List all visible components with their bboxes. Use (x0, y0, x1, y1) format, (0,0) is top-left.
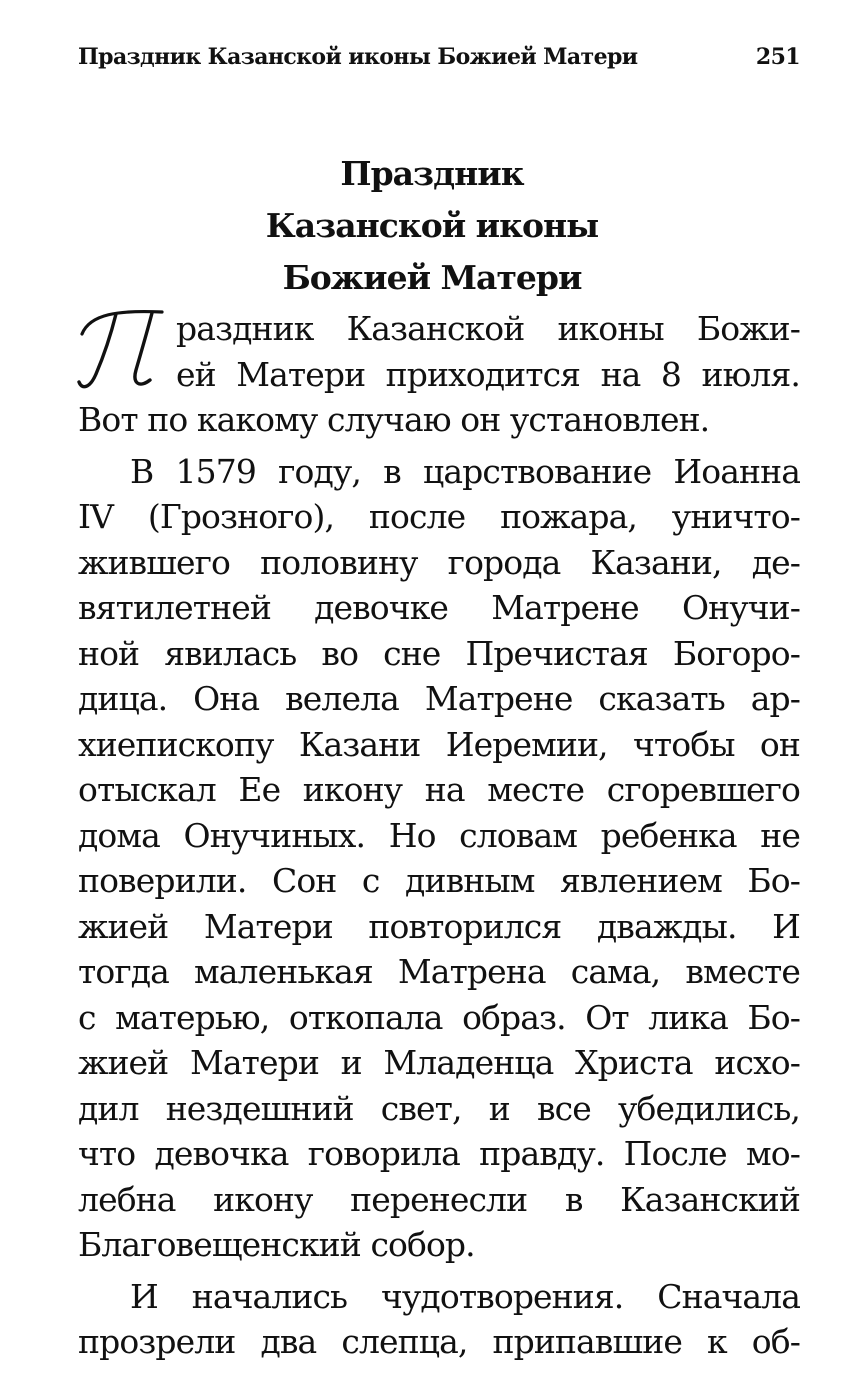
paragraph-2-line-16: что девочка говорила правду. После мо- (78, 1134, 800, 1173)
paragraph-2-line-4: вятилетней девочке Матрене Онучи- (78, 588, 800, 627)
paragraph-2-line-7: хиепископу Казани Иеремии, чтобы он (78, 724, 800, 764)
chapter-title-line-1: Праздник (340, 154, 524, 193)
paragraph-2-line-18: Благовещенский собор. (78, 1225, 475, 1264)
paragraph-2-line-3: жившего половину города Казани, де- (78, 542, 800, 582)
paragraph-2-line-10: поверили. Сон с дивным явлением Бо- (78, 861, 800, 900)
paragraph-2-line-6: дица. Она велела Матрене сказать ар- (78, 679, 800, 718)
paragraph-1-line-3: Вот по какому случаю он установлен. (78, 400, 710, 439)
running-head-title: Праздник Казанской иконы Божией Матери (78, 44, 638, 70)
paragraph-3-line-2: прозрели два слепца, припавшие к об- (78, 1322, 800, 1361)
paragraph-2 (78, 449, 800, 1268)
chapter-title-line-2: Казанской иконы (265, 206, 599, 245)
paragraph-2-line-2: IV (Грозного), после пожара, уничто- (78, 497, 800, 536)
paragraph-2-line-13: с матерью, откопала образ. От лика Бо- (78, 997, 800, 1037)
paragraph-3-line-1: И начались чудотворения. Сначала (130, 1276, 800, 1316)
running-head (78, 44, 800, 70)
paragraph-2-line-15: дил нездешний свет, и все убедились, (78, 1088, 800, 1128)
paragraph-1 (78, 306, 800, 443)
paragraph-2-line-17: лебна икону перенесли в Казанский (78, 1179, 800, 1219)
drop-cap-p (76, 304, 166, 396)
paragraph-2-line-1: В 1579 году, в царствование Иоанна (130, 451, 800, 491)
chapter-title (0, 148, 864, 304)
body-text (78, 306, 800, 1365)
paragraph-2-line-5: ной явилась во сне Пречистая Богоро- (78, 633, 800, 673)
paragraph-1-line-2: ей Матери приходится на 8 июля. (176, 354, 800, 394)
paragraph-2-line-12: тогда маленькая Матрена сама, вместе (78, 952, 800, 991)
page-number: 251 (755, 44, 800, 70)
paragraph-2-line-9: дома Онучиных. Но словам ребенка не (78, 815, 800, 855)
paragraph-1-line-1: раздник Казанской иконы Божи- (176, 309, 800, 348)
paragraph-2-line-8: отыскал Ее икону на месте сгоревшего (78, 770, 800, 809)
paragraph-2-line-14: жией Матери и Младенца Христа исхо- (78, 1043, 800, 1082)
paragraph-3 (78, 1274, 800, 1365)
chapter-title-line-3: Божией Матери (282, 258, 582, 297)
paragraph-2-line-11: жией Матери повторился дважды. И (78, 906, 800, 946)
